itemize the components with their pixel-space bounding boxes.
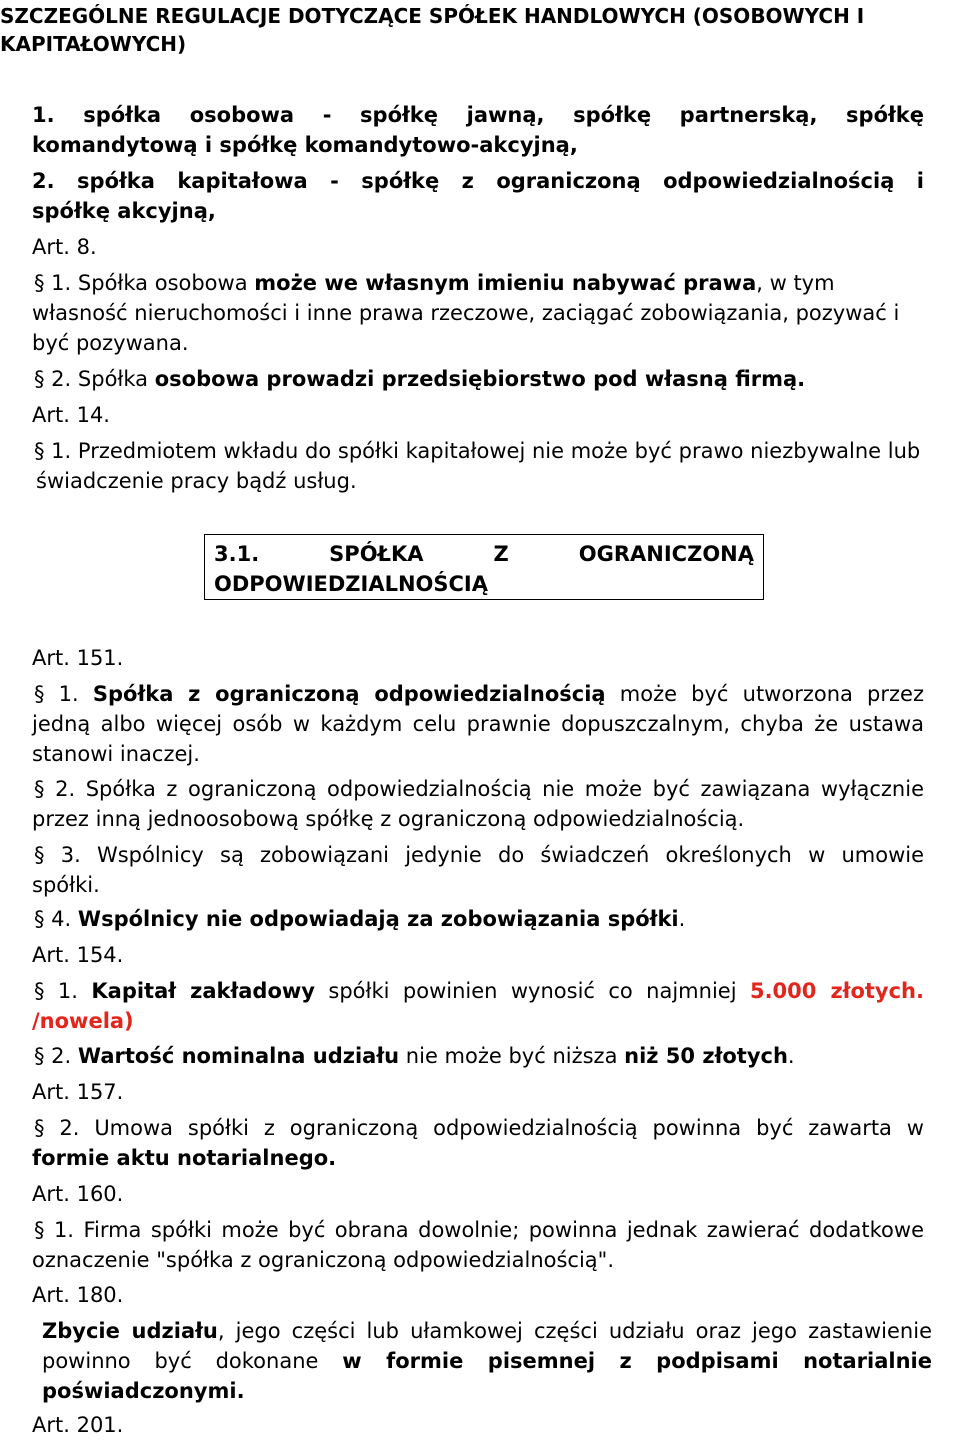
art154-par2: § 2. Wartość nominalna udziału nie może być niższa niż 50 złotych. bbox=[34, 1044, 795, 1068]
art151-par2-line2: przez inną jednoosobową spółkę z ograniczoną odpowiedzialnością. bbox=[32, 807, 745, 831]
article-heading-201: Art. 201. bbox=[32, 1413, 124, 1437]
art157-par2: § 2. Umowa spółki z ograniczoną odpowiedzialnością powinna być zawarta w bbox=[34, 1116, 924, 1140]
art180-text: Zbycie udziału, jego części lub ułamkowej części udziału oraz jego zastawienie bbox=[42, 1319, 932, 1343]
art151-par3-line2: spółki. bbox=[32, 873, 100, 897]
art151-par3: § 3. Wspólnicy są zobowiązani jedynie do świadczeń określonych w umowie bbox=[34, 843, 924, 867]
art8-par1-line2: własność nieruchomości i inne prawa rzeczowe, zaciągać zobowiązania, pozywać i bbox=[32, 301, 900, 325]
definition-2: 2. spółka kapitałowa - spółkę z ograniczoną odpowiedzialnością i bbox=[32, 169, 925, 193]
section-heading-line-1: 3.1. SPÓŁKA Z OGRANICZONĄ bbox=[214, 542, 754, 566]
art154-par1-line2: /nowela) bbox=[32, 1009, 134, 1033]
section-heading-line-2: ODPOWIEDZIALNOŚCIĄ bbox=[214, 572, 488, 596]
article-heading-160: Art. 160. bbox=[32, 1182, 124, 1206]
title-line-2: KAPITAŁOWYCH) bbox=[0, 32, 187, 56]
title-line-1: SZCZEGÓLNE REGULACJE DOTYCZĄCE SPÓŁEK HANDLOWYCH (OSOBOWYCH I bbox=[0, 4, 865, 28]
article-heading-8: Art. 8. bbox=[32, 235, 97, 259]
art154-par1: § 1. Kapitał zakładowy spółki powinien wynosić co najmniej 5.000 złotych. bbox=[34, 979, 924, 1003]
art14-par1-line2: świadczenie pracy bądź usług. bbox=[36, 469, 357, 493]
article-heading-157: Art. 157. bbox=[32, 1080, 124, 1104]
article-heading-180: Art. 180. bbox=[32, 1283, 124, 1307]
art160-par1-line2: oznaczenie "spółka z ograniczoną odpowiedzialnością". bbox=[32, 1248, 615, 1272]
section-heading-box bbox=[204, 534, 764, 600]
art8-par2: § 2. Spółka osobowa prowadzi przedsiębiorstwo pod własną firmą. bbox=[34, 367, 806, 391]
article-heading-151: Art. 151. bbox=[32, 646, 124, 670]
art14-par1: § 1. Przedmiotem wkładu do spółki kapitałowej nie może być prawo niezbywalne lub bbox=[34, 439, 921, 463]
art151-par1: § 1. Spółka z ograniczoną odpowiedzialnością może być utworzona przez bbox=[34, 682, 924, 706]
art180-text-line2: powinno być dokonane w formie pisemnej z podpisami notarialnie bbox=[42, 1349, 932, 1373]
definition-1: 1. spółka osobowa - spółkę jawną, spółkę partnerską, spółkę bbox=[32, 103, 925, 127]
art151-par1-line3: stanowi inaczej. bbox=[32, 742, 200, 766]
article-heading-154: Art. 154. bbox=[32, 943, 124, 967]
art151-par4: § 4. Wspólnicy nie odpowiadają za zobowiązania spółki. bbox=[34, 907, 686, 931]
art160-par1: § 1. Firma spółki może być obrana dowolnie; powinna jednak zawierać dodatkowe bbox=[34, 1218, 924, 1242]
art151-par2: § 2. Spółka z ograniczoną odpowiedzialnością nie może być zawiązana wyłącznie bbox=[34, 777, 924, 801]
document-title bbox=[0, 2, 960, 58]
art8-par1: § 1. Spółka osobowa może we własnym imieniu nabywać prawa, w tym bbox=[34, 271, 835, 295]
definition-2-cont: spółkę akcyjną, bbox=[32, 199, 216, 223]
art151-par1-line2: jedną albo więcej osób w każdym celu prawnie dopuszczalnym, chyba że ustawa bbox=[32, 712, 924, 736]
art157-par2-line2: formie aktu notarialnego. bbox=[32, 1146, 337, 1170]
art8-par1-line3: być pozywana. bbox=[32, 331, 189, 355]
art180-text-line3: poświadczonymi. bbox=[42, 1379, 245, 1403]
definition-1-cont: komandytową i spółkę komandytowo-akcyjną, bbox=[32, 133, 578, 157]
article-heading-14: Art. 14. bbox=[32, 403, 110, 427]
